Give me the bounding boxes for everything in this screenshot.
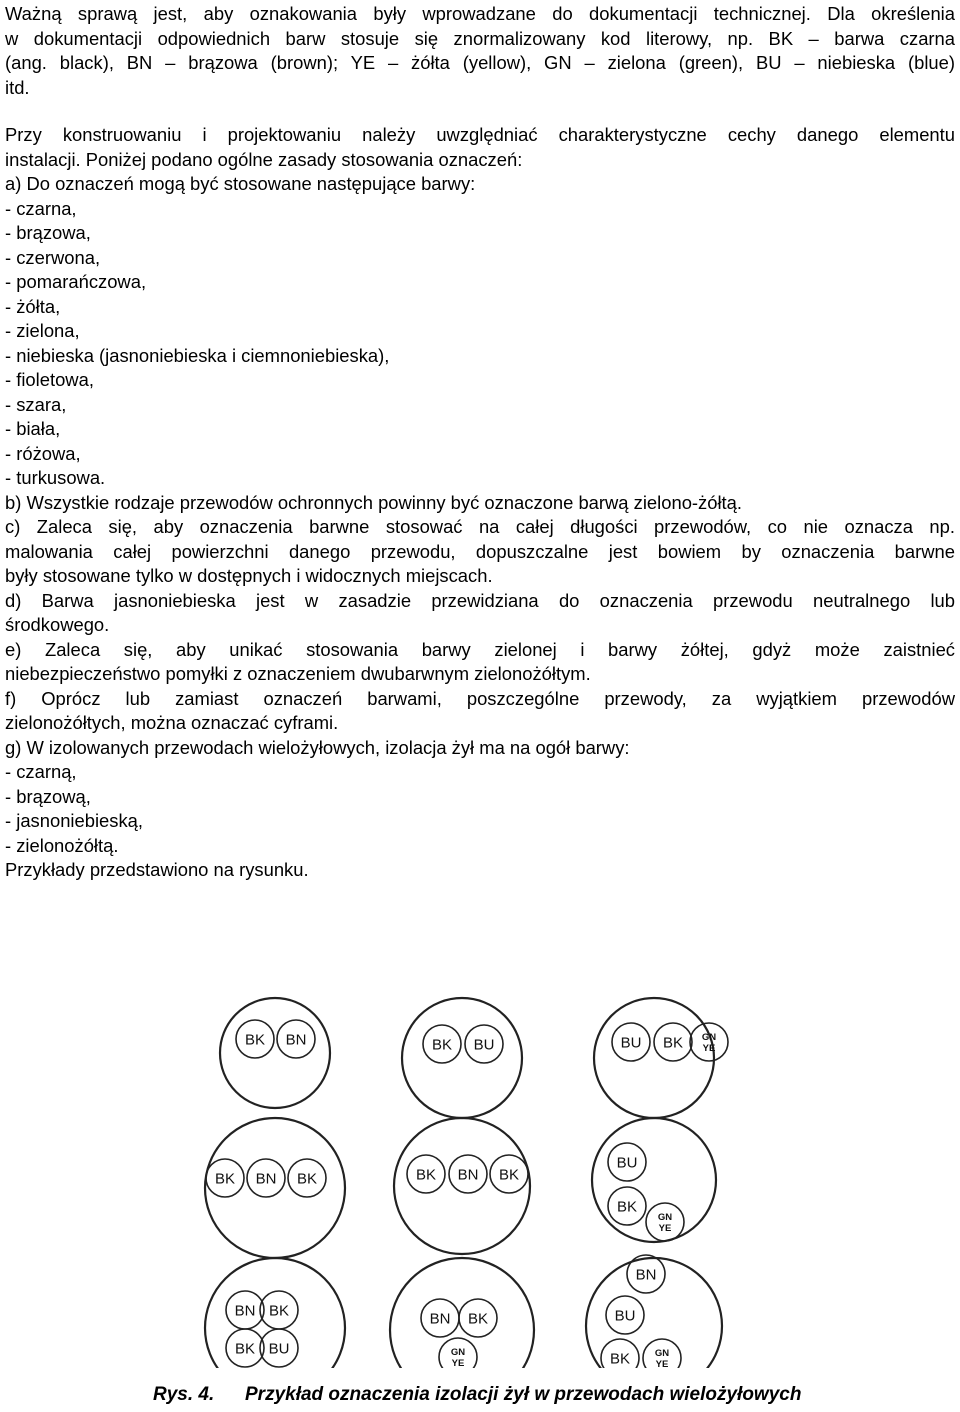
list-item: - fioletowa,: [5, 369, 94, 390]
text-line: a) Do oznaczeń mogą być stosowane następujące barwy:: [5, 173, 476, 194]
figure-number: Rys. 4.: [153, 1384, 215, 1405]
wire-core-label: BK: [616, 1198, 638, 1216]
text-line: środkowego.: [5, 614, 110, 635]
text-line: g) W izolowanych przewodach wielożyłowych, izolacja żył ma na ogół barwy:: [5, 736, 630, 758]
text-line: Przykłady przedstawiono na rysunku.: [5, 859, 309, 880]
wire-core-label: GN: [450, 1347, 466, 1358]
cable-sheath: [394, 1118, 530, 1254]
wire-core: [490, 1155, 528, 1193]
text-line: itd.: [5, 76, 30, 98]
wire-core-label: GN: [657, 1212, 673, 1223]
wire-core: [226, 1329, 264, 1367]
text-line: malowania całej powierzchni danego przewodu, dopuszczalne jest bowiem by oznaczenia barwne: [5, 540, 955, 562]
wire-core: [608, 1143, 646, 1181]
wire-core-label: YE: [658, 1223, 672, 1234]
list-item: - pomarańczowa,: [5, 271, 147, 292]
list-item: - żółta,: [5, 295, 61, 317]
wire-core-label: BU: [614, 1307, 636, 1325]
wire-core-label: GN: [701, 1032, 717, 1043]
intro-paragraph: [5, 2, 955, 100]
wire-core: [236, 1020, 274, 1058]
wire-core: [260, 1329, 298, 1367]
cable-cross-section: [205, 1258, 345, 1368]
wire-core: [449, 1155, 487, 1193]
wire-core: [288, 1159, 326, 1197]
wire-core: [601, 1339, 639, 1368]
wire-core-label: BK: [415, 1166, 437, 1184]
wire-core-label: BK: [234, 1340, 256, 1358]
list-item: - różowa,: [5, 442, 81, 464]
cable-cross-section: [594, 998, 728, 1118]
list-item: - czarna,: [5, 197, 77, 219]
cable-cross-section: [592, 1118, 716, 1242]
wire-core-label: BN: [457, 1166, 479, 1184]
list-item: - biała,: [5, 418, 61, 439]
text-line: d) Barwa jasnoniebieska jest w zasadzie przewidziana do oznaczenia przewodu neutralnego lub: [5, 589, 955, 611]
wire-core: [612, 1023, 650, 1061]
cable-cross-section: [205, 1118, 345, 1258]
list-item: - niebieska (jasnoniebieska i ciemnoniebieska),: [5, 344, 390, 366]
cable-sheath: [594, 998, 717, 1118]
wire-core: [459, 1299, 497, 1337]
wire-core: [643, 1339, 681, 1368]
wire-core: [627, 1255, 665, 1293]
wire-core-label: BN: [429, 1310, 451, 1328]
wire-core: [423, 1025, 461, 1063]
wire-core: [646, 1203, 684, 1241]
wire-core-label: BN: [255, 1170, 277, 1188]
text-line: zielonożółtych, można oznaczać cyframi.: [5, 712, 339, 733]
list-item: - jasnoniebieską,: [5, 810, 144, 831]
wire-core: [439, 1338, 477, 1368]
text-line: instalacji. Poniżej podano ogólne zasady stosowania oznaczeń:: [5, 148, 523, 170]
text-line: e) Zaleca się, aby unikać stosowania barwy zielonej i barwy żółtej, gdyż może zaistnieć: [5, 638, 955, 660]
wire-core-label: BK: [498, 1166, 520, 1184]
cable-sheath: [402, 998, 522, 1118]
cable-cross-section: [586, 1255, 722, 1368]
cable-cross-section: [220, 998, 330, 1108]
cable-cross-section: [402, 998, 522, 1118]
text-line: b) Wszystkie rodzaje przewodów ochronnych powinny być oznaczone barwą zielono-żółtą.: [5, 491, 743, 513]
cable-cross-section: [390, 1258, 534, 1368]
text-line: Przy konstruowaniu i projektowaniu należy uwzględniać charakterystyczne cechy danego elementu: [5, 124, 955, 145]
wire-core: [247, 1159, 285, 1197]
wire-core-label: BK: [244, 1031, 266, 1049]
wire-core-label: BN: [285, 1031, 307, 1049]
cable-cross-section: [394, 1118, 530, 1254]
text-line: były stosowane tylko w dostępnych i widocznych miejscach.: [5, 565, 493, 586]
list-item: - zielonożółtą.: [5, 834, 119, 856]
wire-core: [606, 1296, 644, 1334]
wire-core-label: BK: [662, 1034, 684, 1052]
wire-core: [206, 1159, 244, 1197]
list-item: - turkusowa.: [5, 467, 106, 488]
wire-core-label: BK: [268, 1302, 290, 1320]
wire-core-label: BN: [635, 1266, 657, 1284]
wire-core: [226, 1291, 264, 1329]
wire-core-label: BU: [616, 1154, 638, 1172]
list-item: - brązowa,: [5, 222, 91, 243]
cable-sheath: [220, 998, 330, 1108]
wire-core-label: BK: [609, 1350, 631, 1368]
text-line: niebezpieczeństwo pomyłki z oznaczeniem dwubarwnym zielonożółtym.: [5, 663, 591, 684]
wire-core: [421, 1299, 459, 1337]
text-line: c) Zaleca się, aby oznaczenia barwne stosować na całej długości przewodów, co nie oznacza np.: [5, 516, 955, 537]
wire-core-label: BU: [473, 1036, 495, 1054]
wire-core-label: YE: [702, 1043, 716, 1054]
wire-core-label: GN: [654, 1348, 670, 1359]
wire-core-label: BK: [296, 1170, 318, 1188]
wire-core-label: BK: [431, 1036, 453, 1054]
cable-sheath: [592, 1118, 716, 1242]
wire-core: [277, 1020, 315, 1058]
wire-core-label: YE: [451, 1358, 465, 1368]
wire-core-label: BU: [268, 1340, 290, 1358]
wire-core-label: BN: [234, 1302, 256, 1320]
list-item: - brązową,: [5, 785, 91, 807]
wire-core: [690, 1023, 728, 1061]
wire-core-label: YE: [655, 1359, 669, 1368]
wire-core-label: BK: [467, 1310, 489, 1328]
wire-core: [608, 1187, 646, 1225]
list-item: - szara,: [5, 393, 67, 415]
cable-diagram: [0, 948, 960, 1368]
text-line: (ang. black), BN – brązowa (brown); YE – żółta (yellow), GN – zielona (green), BU – niebieska (blue): [5, 52, 955, 73]
wire-core: [260, 1291, 298, 1329]
list-item: - zielona,: [5, 320, 80, 341]
text-line: f) Oprócz lub zamiast oznaczeń barwami, poszczególne przewody, za wyjątkiem przewodów: [5, 687, 955, 709]
text-line: Ważną sprawą jest, aby oznakowania były wprowadzane do dokumentacji technicznej. Dla określenia: [5, 3, 955, 24]
wire-core-label: BU: [620, 1034, 642, 1052]
text-line: w dokumentacji odpowiednich barw stosuje się znormalizowany kod literowy, np. BK – barwa czarna: [5, 27, 955, 49]
list-item: - czarną,: [5, 761, 77, 782]
rules-section: [5, 123, 955, 883]
figure-caption-text: Przykład oznaczenia izolacji żył w przewodach wielożyłowych: [245, 1384, 802, 1405]
wire-core-label: BK: [214, 1170, 236, 1188]
list-item: - czerwona,: [5, 246, 101, 268]
wire-core: [465, 1025, 503, 1063]
wire-core: [407, 1155, 445, 1193]
wire-core: [654, 1023, 692, 1061]
